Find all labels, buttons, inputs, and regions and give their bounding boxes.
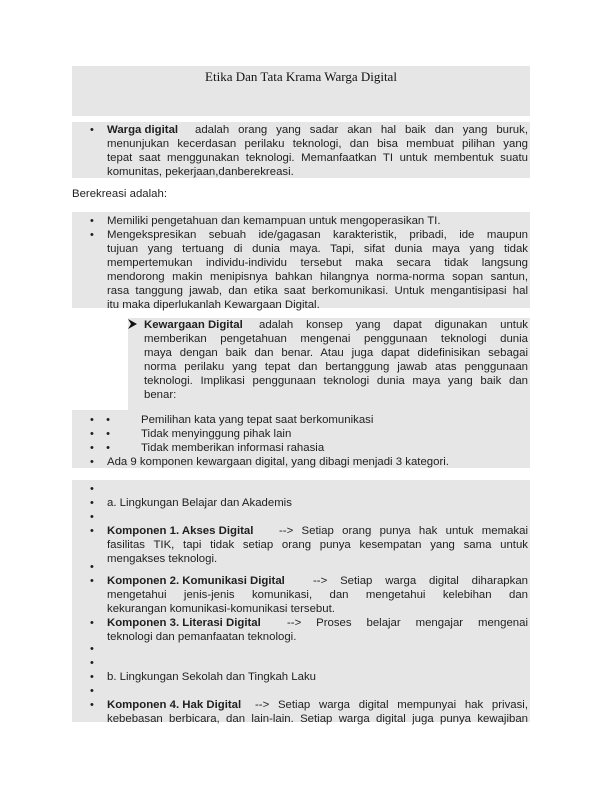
komponen-2-term: Komponen 2. Komunikasi Digital — [107, 575, 285, 587]
kewargaan-term: Kewargaan Digital — [144, 319, 243, 331]
komponen-4-paragraph: Komponen 4. Hak Digital --> Setiap warga digital mempunyai hak privasi, kebebasan berbicara, dan lain-lain. Setiap warga digital juga punya kewajiban — [107, 699, 528, 725]
implication-1: Pemilihan kata yang tepat saat berkomunikasi — [141, 414, 374, 426]
intro-line-3: tepat saat menggunakan teknologi. Memanfaatkan TI untuk membentuk suatu — [107, 152, 528, 164]
bullet-dot: • — [90, 483, 94, 495]
bullet-2-paragraph: Mengekspresikan sebuah ide/gagasan karakteristik, pribadi, ide maupun tujuan yang tertuang di dunia maya. Tapi, sifat dunia maya yang tidak mempertemukan individu-individu tersebut maka secara tidak langsung mendorong makin menipisnya bahkan hilangnya norma-norma sopan santun, rasa tanggung jawab, dan etika saat berkomunikasi. Untuk mengantisipasi hal itu maka diperlukanlah Kewargaan Digital. — [107, 229, 528, 311]
bullet-dot: • — [90, 561, 94, 573]
bullet-dot: • — [90, 685, 94, 697]
bullet-dot: • • — [90, 442, 110, 454]
intro-line-2: menunjukan kecerdasan perilaku teknologi, dan bisa membuat pilihan yang — [107, 138, 528, 150]
intro-line-4: komunitas, pekerjaan,danberekreasi. — [107, 166, 294, 178]
bullet-dot: • — [90, 643, 94, 655]
category-b: b. Lingkungan Sekolah dan Tingkah Laku — [107, 671, 316, 683]
intro-paragraph — [107, 123, 528, 179]
bullet-dot: • — [90, 617, 94, 629]
komponen-2-paragraph: Komponen 2. Komunikasi Digital --> Setiap warga digital diharapkan mengetahui jenis-jenis komunikasi, dan mengetahui kelebihan dan kekurangan komunikasi-komunikasi tersebut. — [107, 575, 528, 615]
bullet-dot: • — [90, 497, 94, 509]
bullet-dot: • — [90, 525, 94, 537]
bullet-dot: • — [90, 575, 94, 587]
komponen-4-term: Komponen 4. Hak Digital — [107, 699, 242, 711]
bullet-dot: • — [90, 699, 94, 711]
intro-line-1: adalah orang yang sadar akan hal baik dan yang buruk, — [195, 124, 528, 136]
warga-digital-term: Warga digital — [107, 124, 179, 136]
page-title: Etika Dan Tata Krama Warga Digital — [205, 69, 397, 84]
bullet-dot: • — [90, 124, 94, 136]
bullet-1-text: Memiliki pengetahuan dan kemampuan untuk mengoperasikan TI. — [107, 215, 441, 227]
berekreasi-heading: Berekreasi adalah: — [72, 188, 167, 200]
bullet-dot: • — [90, 215, 94, 227]
bullet-dot: • • — [90, 428, 110, 440]
kewargaan-paragraph: Kewargaan Digital adalah konsep yang dapat digunakan untuk memberikan pengetahuan mengenai penggunaan teknologi dunia maya dengan baik dan benar. Atau juga dapat didefinisikan sebagai norma perilaku yang tepat dan bertanggung jawab atas penggunaan teknologi. Implikasi penggunaan teknologi dunia maya yang baik dan benar: — [144, 319, 528, 401]
bullet-dot: • — [90, 657, 94, 669]
komponen-1-term: Komponen 1. Akses Digital — [107, 525, 254, 537]
komponen-1-paragraph: Komponen 1. Akses Digital --> Setiap orang punya hak untuk memakai fasilitas TIK, tapi tidak setiap orang punya kesempatan yang sama untuk mengakses teknologi. — [107, 525, 528, 565]
komponen-3-term: Komponen 3. Literasi Digital — [107, 617, 261, 629]
bullet-dot: • — [90, 671, 94, 683]
bullet-dot: • — [90, 456, 94, 468]
bullet-dot: • • — [90, 414, 110, 426]
implication-3: Tidak memberikan informasi rahasia — [141, 442, 325, 454]
category-a: a. Lingkungan Belajar dan Akademis — [107, 497, 292, 509]
implication-2: Tidak menyinggung pihak lain — [141, 428, 292, 440]
arrow-bullet-icon — [128, 319, 137, 332]
komponen-summary: Ada 9 komponen kewargaan digital, yang dibagi menjadi 3 kategori. — [107, 456, 449, 468]
komponen-3-paragraph: Komponen 3. Literasi Digital --> Proses belajar mengajar mengenai teknologi dan pemanfaatan teknologi. — [107, 617, 528, 643]
bullet-dot: • — [90, 511, 94, 523]
bullet-dot: • — [90, 229, 94, 241]
